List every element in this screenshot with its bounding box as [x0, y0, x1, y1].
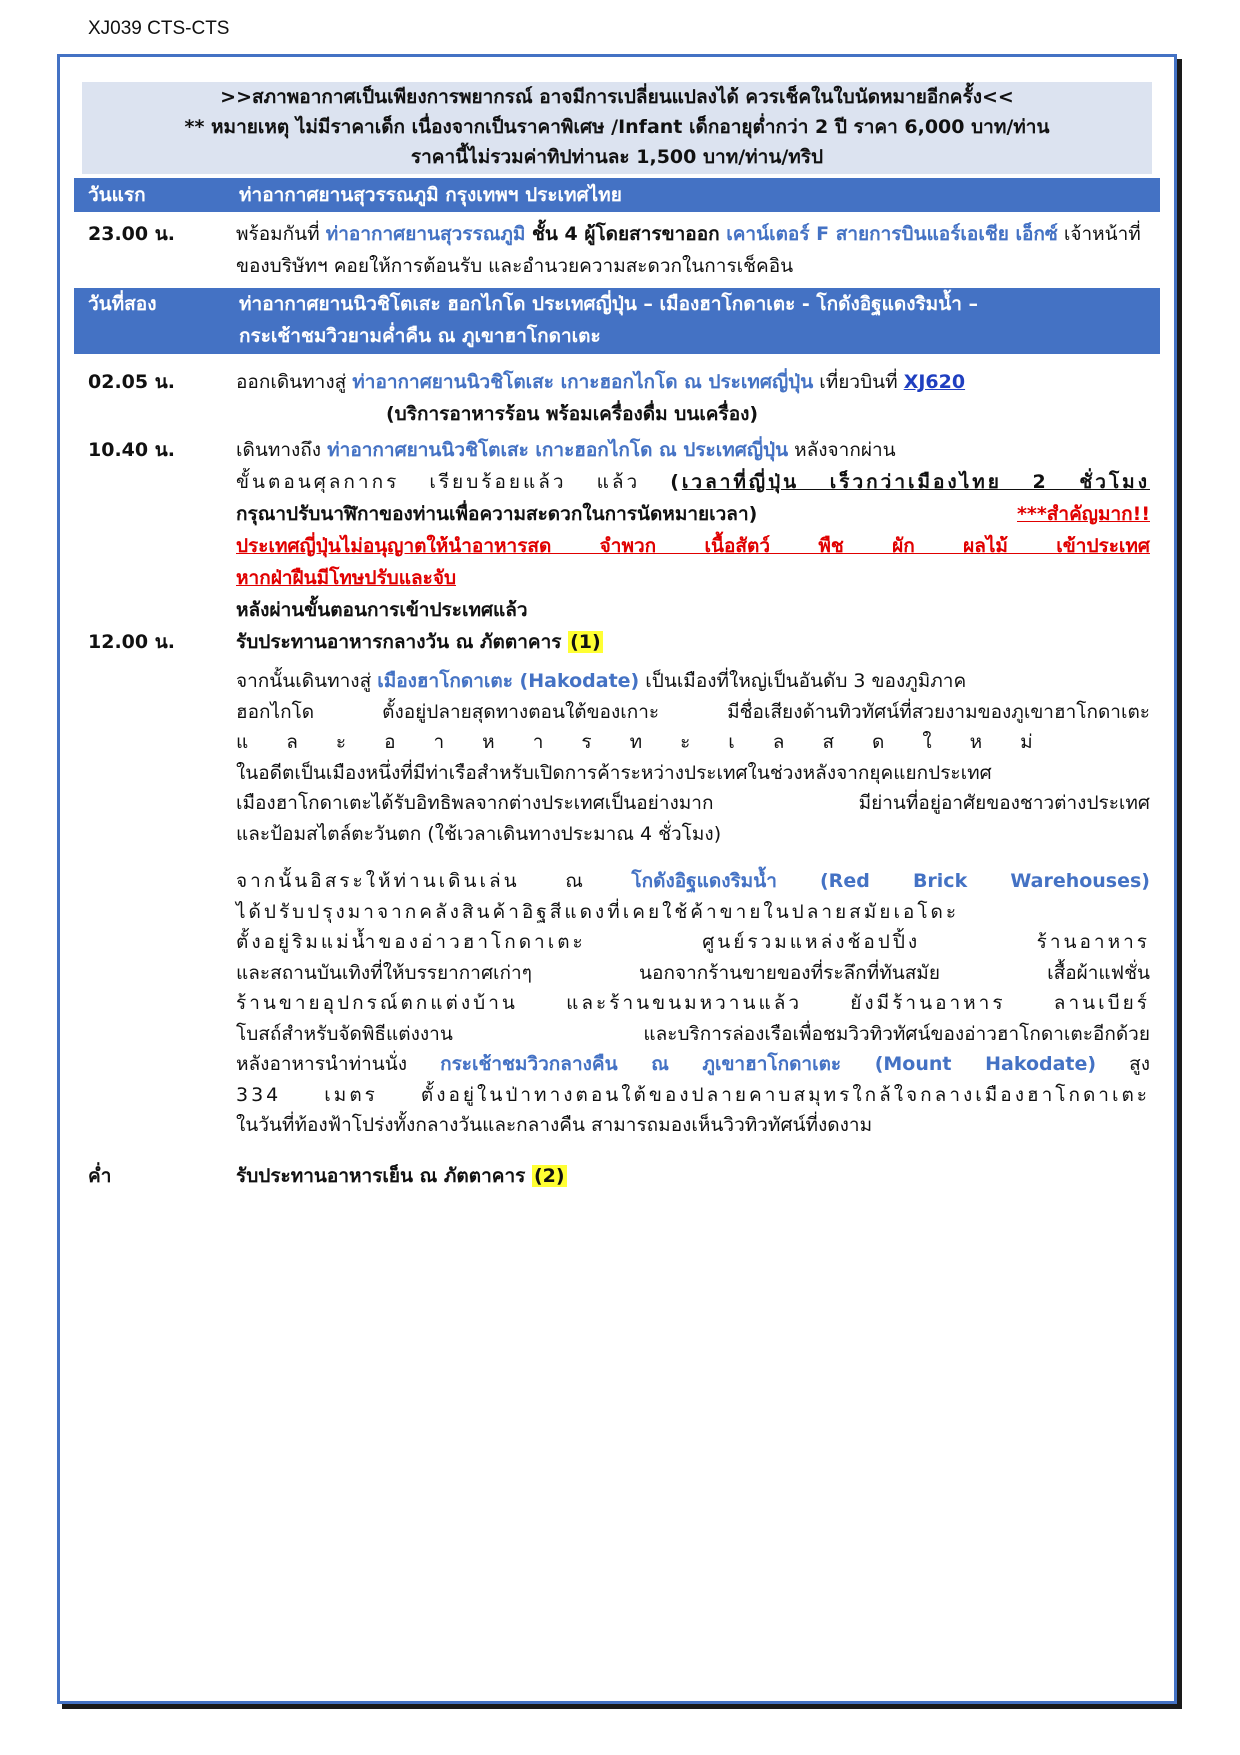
notice-box: [82, 82, 1152, 174]
event-text: เดินทางถึง ท่าอากาศยานนิวชิโตเสะ เกาะฮอกไกโด ณ ประเทศญี่ปุ่น หลังจากผ่าน ขั้นตอนศุลกากร เรียบร้อยแล้ว แล้ว (เวลาที่ญี่ปุ่น เร็วกว่าเมืองไทย 2 ชั่วโมง กรุณาปรับนาฬิกาของท่านเพื่อความสะดวกในการนัดหมายเวลา) ***สำคัญมาก!! ประเทศญี่ปุ่นไม่อนุญาตให้นำอาหารสด จำพวก เนื้อสัตว์ พืช ผัก ผลไม้ เข้าประเทศ หากฝ่าฝืนมีโทษปรับและจับ หลังผ่านขั้นตอนการเข้าประเทศแล้ว: [236, 439, 1150, 621]
meal-number-badge: (1): [570, 631, 601, 653]
inflight-meal-note: (บริการอาหารร้อน พร้อมเครื่องดื่ม บนเครื่อง): [386, 403, 759, 425]
notice-tip: ราคานี้ไม่รวมค่าทิปท่านละ 1,500 บาท/ท่าน/ทริป: [410, 146, 824, 168]
event-text: รับประทานอาหารกลางวัน ณ ภัตตาคาร (1): [236, 631, 601, 653]
flight-number-link[interactable]: XJ620: [903, 371, 966, 393]
notice-child-price: ** หมายเหตุ ไม่มีราคาเด็ก เนื่องจากเป็นราคาพิเศษ /Infant เด็กอายุต่ำกว่า 2 ปี ราคา 6,000 บาท/ท่าน: [184, 116, 1050, 138]
day2-event-dinner: [88, 1160, 1150, 1194]
day1-event-2300: [88, 218, 1150, 284]
event-text: พร้อมกันที่ ท่าอากาศยานสุวรรณภูมิ ชั้น 4 ผู้โดยสารขาออก เคาน์เตอร์ F สายการบินแอร์เอเชีย เอ็กซ์ เจ้าหน้าที่ของบริษัทฯ คอยให้การต้อนรับ และอำนวยความสะดวกในการเช็คอิน: [236, 223, 1141, 277]
day1-title: ท่าอากาศยานสุวรรณภูมิ กรุงเทพฯ ประเทศไทย: [239, 184, 622, 206]
day2-label: วันที่สอง: [88, 293, 157, 315]
event-time: 23.00 น.: [88, 223, 175, 245]
day2-header: [74, 288, 1160, 354]
day2-title: ท่าอากาศยานนิวชิโตเสะ ฮอกไกโด ประเทศญี่ปุ่น – เมืองฮาโกดาเตะ - โกดังอิฐแดงริมน้ำ – กระเช้าชมวิวยามค่ำคืน ณ ภูเขาฮาโกดาเตะ: [239, 293, 978, 347]
hakodate-description: จากนั้นเดินทางสู่ เมืองฮาโกดาเตะ (Hakodate) เป็นเมืองที่ใหญ่เป็นอันดับ 3 ของภูมิภาค ฮอกไกโด ตั้งอยู่ปลายสุดทางตอนใต้ของเกาะ มีชื่อเสียงด้านทิวทัศน์ที่สวยงามของภูเขาฮาโกดาเตะ และอาหารทะเลสดใหม่ ในอดีตเป็นเมืองหนึ่งที่มีท่าเรือสำหรับเปิดการค้าระหว่างประเทศในช่วงหลังจากยุคแยกประเทศ เมืองฮาโกดาเตะได้รับอิทธิพลจากต่างประเทศเป็นอย่างมาก มีย่านที่อยู่อาศัยของชาวต่างประเทศ และป้อมสไตล์ตะวันตก (ใช้เวลาเดินทางประมาณ 4 ชั่วโมง): [236, 670, 1150, 845]
red-brick-description: จากนั้นอิสระให้ท่านเดินเล่น ณ โกดังอิฐแดงริมน้ำ (Red Brick Warehouses) ได้ปรับปรุงมาจากคลังสินค้าอิฐสีแดงที่เคยใช้ค้าขายในปลายสมัยเอโดะ ตั้งอยู่ริมแม่น้ำของอ่าวฮาโกดาเตะ ศูนย์รวมแหล่งช้อปปิ้ง ร้านอาหาร และสถานบันเทิงที่ให้บรรยากาศเก่าๆ นอกจากร้านขายของที่ระลึกที่ทันสมัย เสื้อผ้าแฟชั่น ร้านขายอุปกรณ์ตกแต่งบ้าน และร้านขนมหวานแล้ว ยังมีร้านอาหาร ลานเบียร์ โบสถ์สำหรับจัดพิธีแต่งงาน และบริการล่องเรือเพื่อชมวิวทิวทัศน์ของอ่าวฮาโกดาเตะอีกด้วย หลังอาหารนำท่านนั่ง กระเช้าชมวิวกลางคืน ณ ภูเขาฮาโกดาเตะ (Mount Hakodate) สูง 334 เมตร ตั้งอยู่ในป่าทางตอนใต้ของปลายคาบสมุทรใกล้ใจกลางเมืองฮาโกดาเตะ ในวันที่ท้องฟ้าโปร่งทั้งกลางวันและกลางคืน สามารถมองเห็นวิวทิวทัศน์ที่งดงาม: [236, 870, 1150, 1136]
notice-weather: >>สภาพอากาศเป็นเพียงการพยากรณ์ อาจมีการเปลี่ยนแปลงได้ ควรเช็คในใบนัดหมายอีกครั้ง<<: [220, 86, 1014, 108]
event-text: รับประทานอาหารเย็น ณ ภัตตาคาร (2): [236, 1165, 565, 1187]
event-time: 12.00 น.: [88, 631, 175, 653]
day2-event-1040: [88, 434, 1150, 624]
event-time: ค่ำ: [88, 1165, 112, 1187]
day2-event-0205: [88, 366, 1150, 432]
day1-label: วันแรก: [88, 184, 146, 206]
meal-number-badge: (2): [533, 1165, 565, 1187]
event-text: ออกเดินทางสู่ ท่าอากาศยานนิวชิโตเสะ เกาะฮอกไกโด ณ ประเทศญี่ปุ่น เที่ยวบินที่ XJ620 (บริการอาหารร้อน พร้อมเครื่องดื่ม บนเครื่อง): [236, 366, 1150, 430]
event-time: 10.40 น.: [88, 439, 175, 461]
document-code: XJ039 CTS-CTS: [88, 18, 230, 39]
day1-header: [74, 178, 1160, 212]
food-import-warning: ประเทศญี่ปุ่นไม่อนุญาตให้นำอาหารสด จำพวก เนื้อสัตว์ พืช ผัก ผลไม้ เข้าประเทศ: [236, 535, 1150, 557]
event-time: 02.05 น.: [88, 371, 175, 393]
day2-event-1200: [88, 626, 1150, 660]
